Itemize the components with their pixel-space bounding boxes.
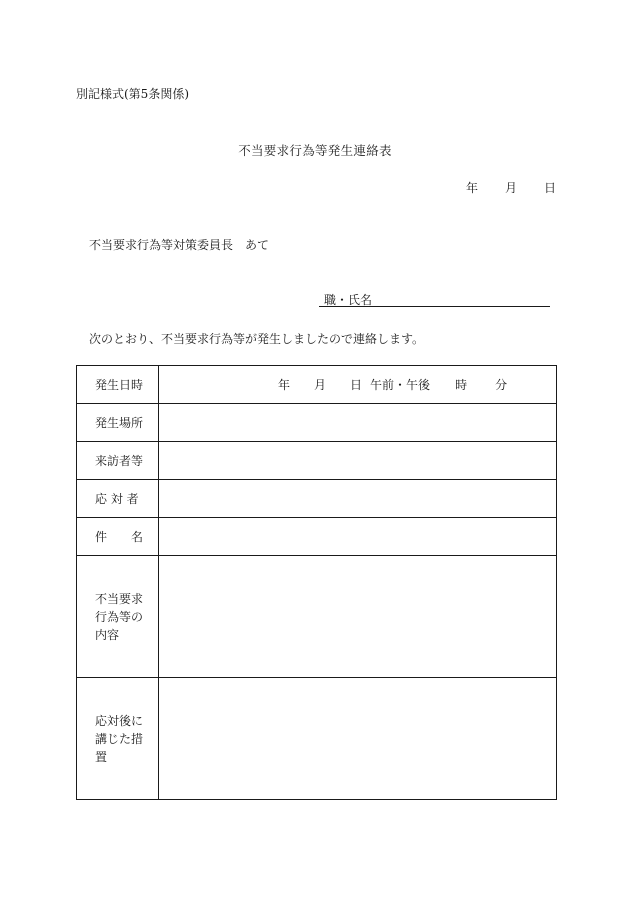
- intro-text: 次のとおり、不当要求行為等が発生しましたので連絡します。: [89, 332, 425, 346]
- occurrence-datetime-field[interactable]: [159, 366, 557, 404]
- subject-field[interactable]: [159, 518, 557, 556]
- row-label: 発生場所: [77, 404, 159, 442]
- recipient-line: [89, 236, 269, 253]
- visitor-field[interactable]: [159, 442, 557, 480]
- recipient-suffix: あて: [245, 238, 270, 252]
- row-label: [77, 678, 159, 800]
- form-reference: 別記様式(第5条関係): [76, 87, 189, 101]
- minute-label: 分: [495, 378, 508, 392]
- signature-field[interactable]: [319, 291, 550, 307]
- ampm-label: 午前・午後: [370, 378, 431, 392]
- table-row-location: [77, 404, 557, 442]
- signature-label: 職・氏名: [324, 293, 373, 307]
- table-row-visitor: [77, 442, 557, 480]
- recipient-name: 不当要求行為等対策委員長: [89, 238, 234, 252]
- measures-taken-field[interactable]: [159, 678, 557, 800]
- year-label: 年: [278, 378, 291, 392]
- table-row-demand-details: [77, 556, 557, 678]
- row-label-line: 講じた措: [95, 731, 144, 746]
- row-label: 応 対 者: [77, 480, 159, 518]
- day-label: 日: [350, 378, 363, 392]
- date-month-label: 月: [505, 181, 518, 195]
- row-label-line: 行為等の: [95, 609, 144, 624]
- table-row-responder: [77, 480, 557, 518]
- row-label: 来訪者等: [77, 442, 159, 480]
- table-row-measures-taken: [77, 678, 557, 800]
- responder-field[interactable]: [159, 480, 557, 518]
- location-field[interactable]: [159, 404, 557, 442]
- table-row-occurrence-datetime: [77, 366, 557, 404]
- row-label-line: 置: [95, 749, 108, 764]
- row-label: [77, 556, 159, 678]
- month-label: 月: [314, 378, 327, 392]
- document-title: 不当要求行為等発生連絡表: [238, 143, 392, 158]
- row-label-line: 不当要求: [95, 591, 144, 606]
- report-table: [76, 365, 557, 800]
- date-line: [466, 179, 556, 196]
- date-day-label: 日: [544, 181, 557, 195]
- row-label-line: 内容: [95, 627, 120, 642]
- table-row-subject: [77, 518, 557, 556]
- demand-details-field[interactable]: [159, 556, 557, 678]
- row-label-line: 応対後に: [95, 713, 144, 728]
- date-year-label: 年: [466, 181, 479, 195]
- row-label: 発生日時: [77, 366, 159, 404]
- hour-label: 時: [455, 378, 468, 392]
- row-label: 件 名: [77, 518, 159, 556]
